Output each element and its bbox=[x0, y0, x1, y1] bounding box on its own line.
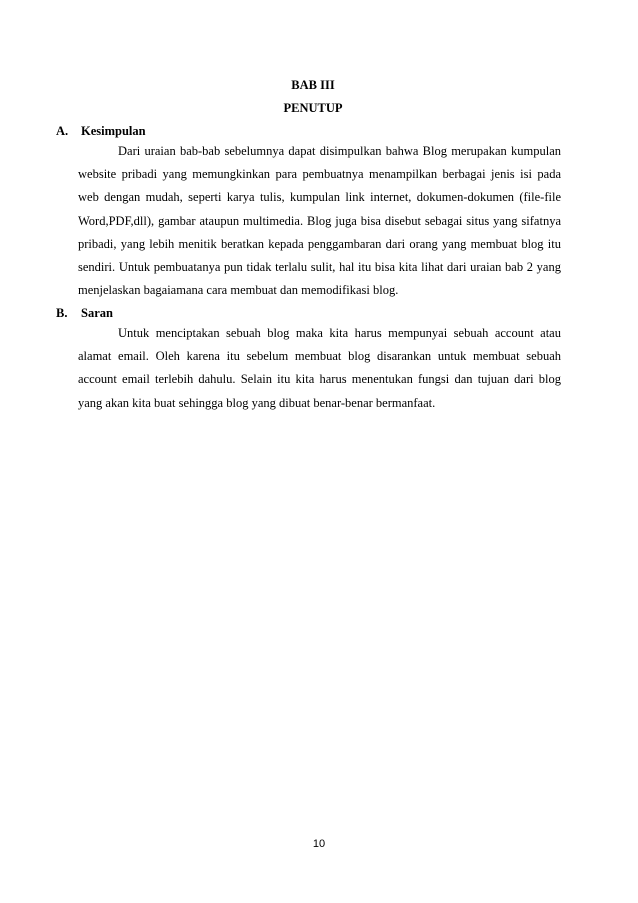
paragraph-saran: Untuk menciptakan sebuah blog maka kita harus mempunyai sebuah account atau alamat email. Oleh karena itu sebelum membuat blog disarankan untuk membuat sebuah account email terlebih dahulu. Selain itu kita harus menentukan fungsi dan tujuan dari blog yang akan kita buat sehingga blog yang dibuat benar-benar bermanfaat. bbox=[78, 326, 561, 410]
section-letter: B. bbox=[56, 306, 68, 320]
section-title: Saran bbox=[81, 306, 113, 320]
chapter-title: PENUTUP bbox=[283, 101, 343, 115]
section-letter: A. bbox=[56, 124, 69, 138]
page-number: 10 bbox=[312, 838, 326, 850]
section-heading-saran bbox=[56, 306, 113, 321]
chapter-number: BAB III bbox=[291, 78, 335, 92]
section-heading-kesimpulan bbox=[56, 124, 146, 139]
section-title: Kesimpulan bbox=[81, 124, 146, 138]
paragraph-kesimpulan: Dari uraian bab-bab sebelumnya dapat disimpulkan bahwa Blog merupakan kumpulan website pribadi yang memungkinkan para pembuatnya menampilkan berbagai jenis isi pada web dengan mudah, seperti karya tulis, kumpulan link internet, dokumen-dokumen (file-file Word,PDF,dll), gambar ataupun multimedia. Blog juga bisa disebut sebagai situs yang sifatnya pribadi, yang lebih menitik beratkan kepada penggambaran dari orang yang membuat blog itu sendiri. Untuk pembuatanya pun tidak terlalu sulit, hal itu bisa kita lihat dari uraian bab 2 yang menjelaskan bagaiamana cara membuat dan memodifikasi blog. bbox=[78, 144, 561, 298]
